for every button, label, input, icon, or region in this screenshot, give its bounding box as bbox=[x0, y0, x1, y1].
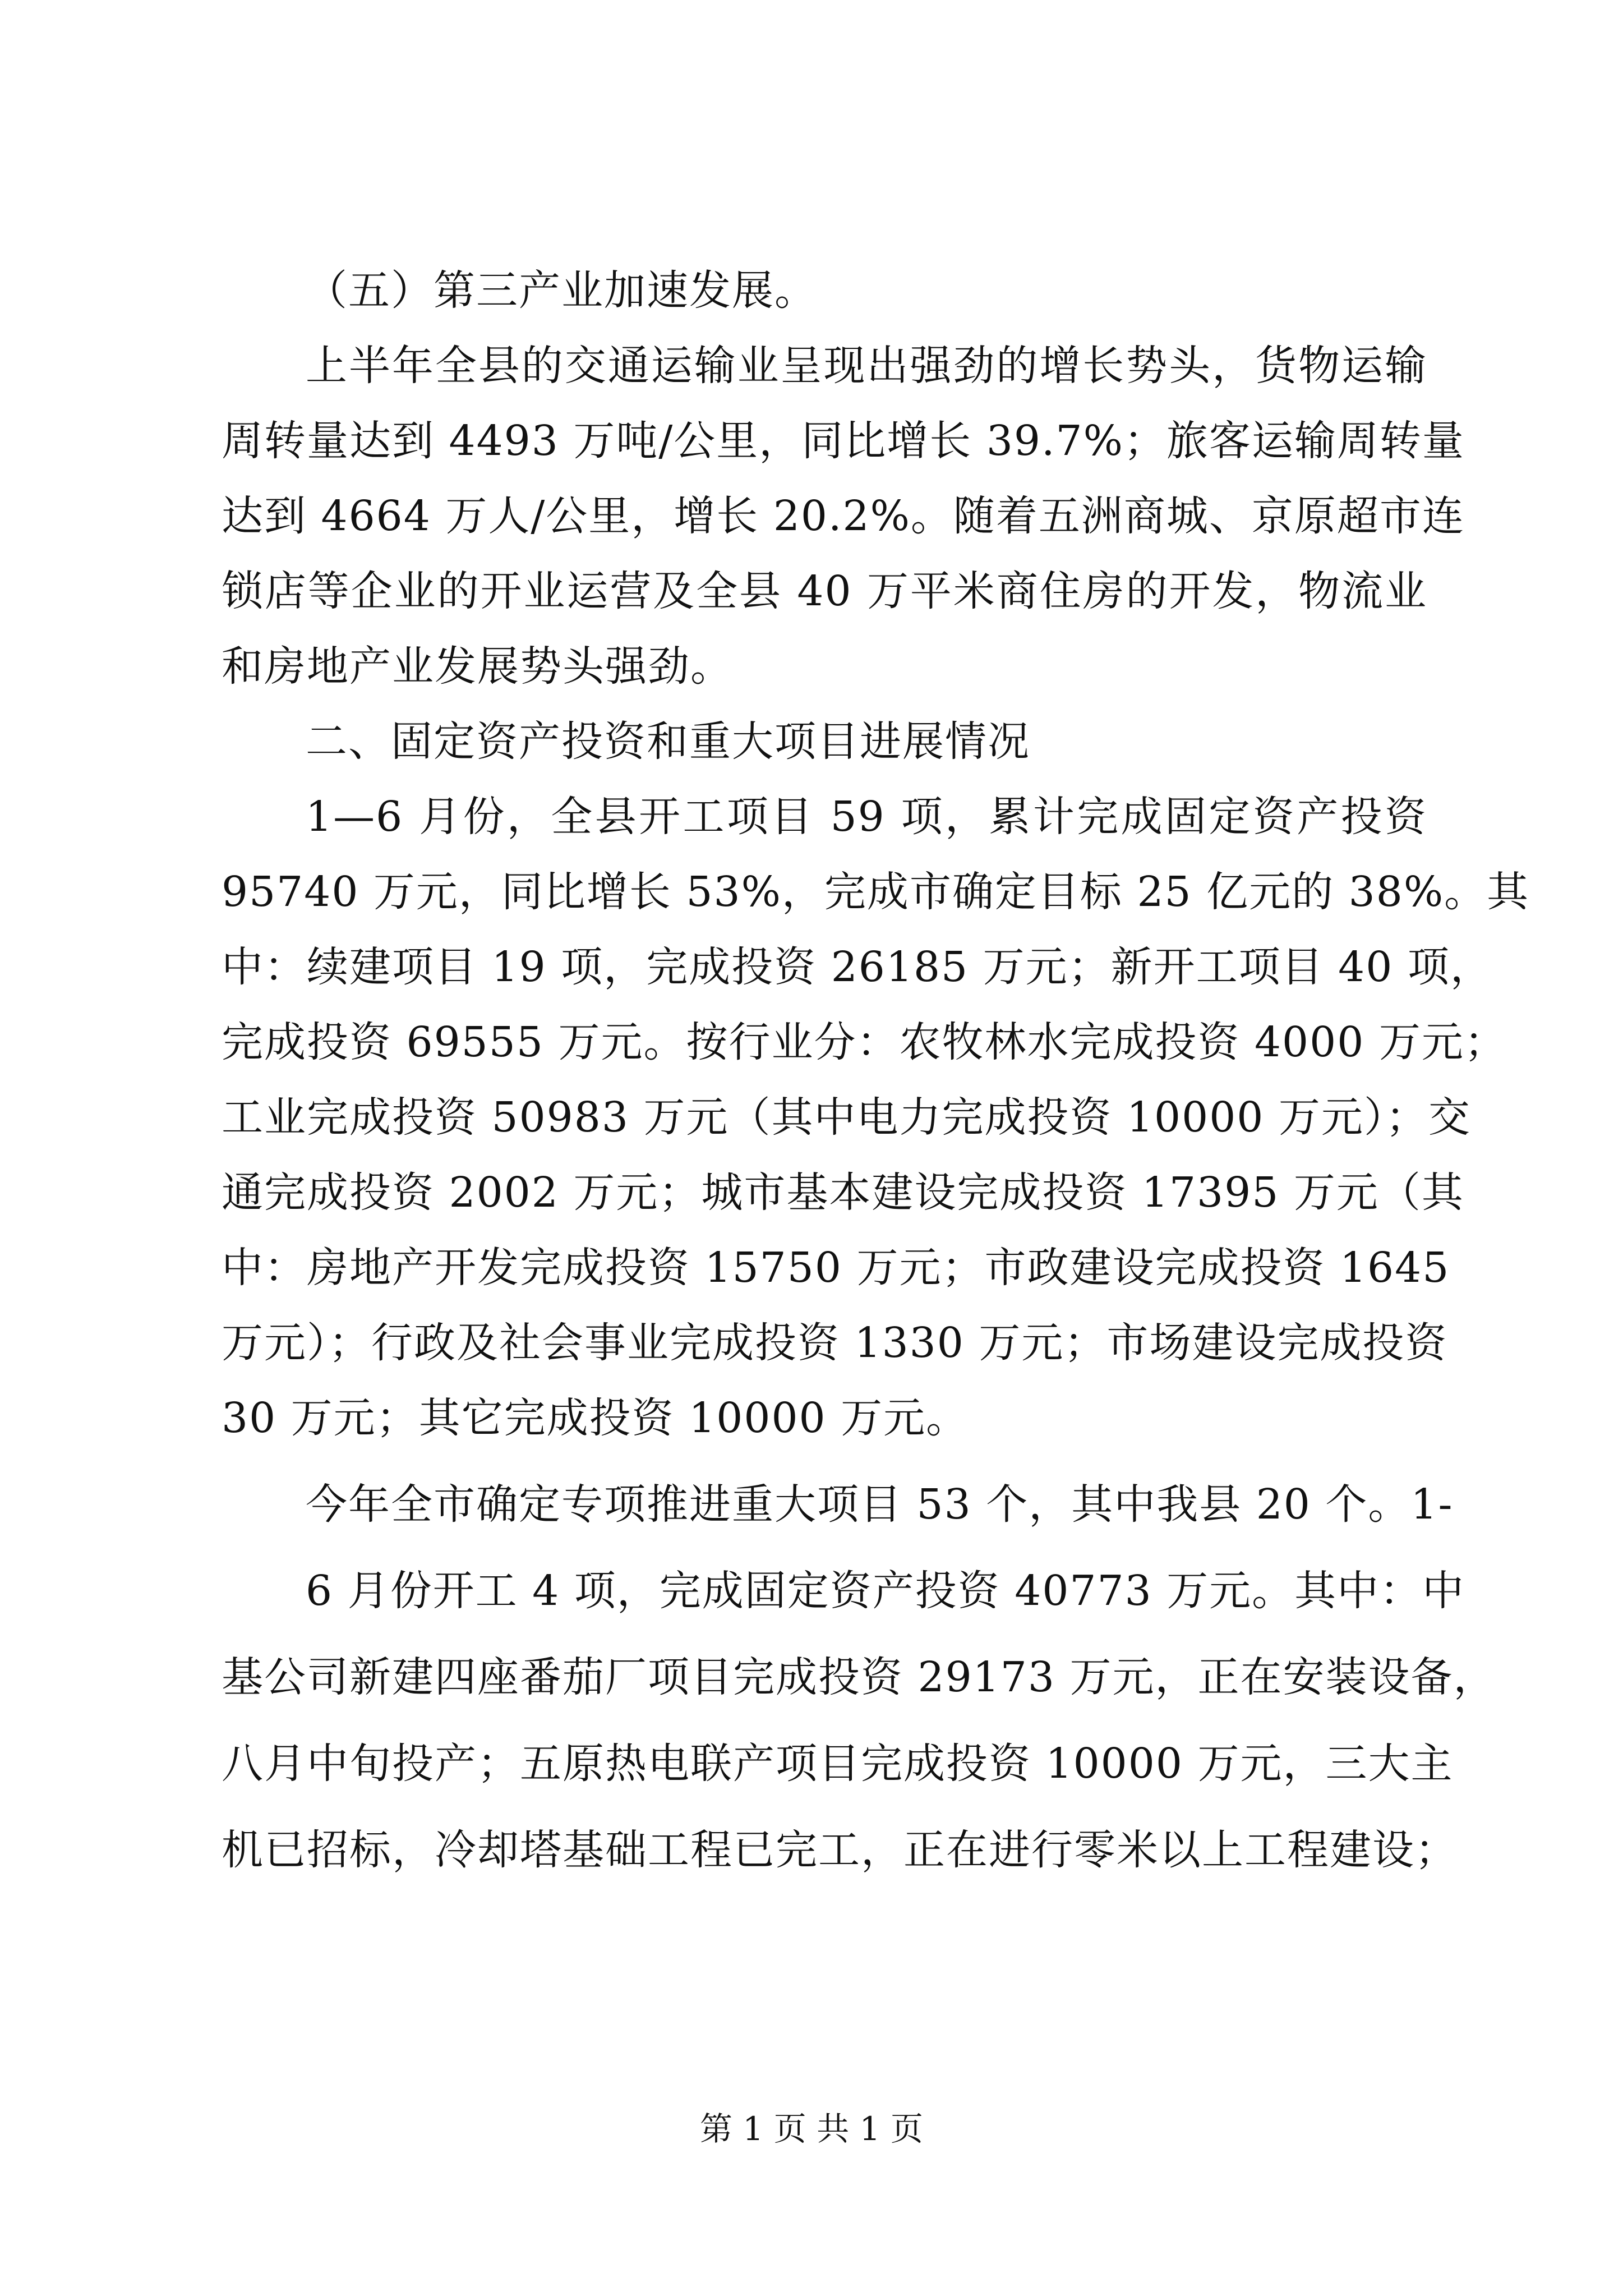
paragraph-line: 完成投资 69555 万元。按行业分：农牧林水完成投资 4000 万元； bbox=[222, 1018, 1507, 1066]
section-heading-tertiary-industry: （五）第三产业加速发展。 bbox=[306, 266, 817, 315]
paragraph-line: 达到 4664 万人/公里，增长 20.2%。随着五洲商城、京原超市连 bbox=[222, 492, 1465, 540]
paragraph-line: 八月中旬投产；五原热电联产项目完成投资 10000 万元，三大主 bbox=[222, 1740, 1454, 1788]
paragraph-line: 今年全市确定专项推进重大项目 53 个，其中我县 20 个。1- bbox=[306, 1480, 1454, 1529]
paragraph-line: 工业完成投资 50983 万元（其中电力完成投资 10000 万元）；交 bbox=[222, 1093, 1471, 1142]
paragraph-line: 周转量达到 4493 万吨/公里，同比增长 39.7%；旅客运输周转量 bbox=[222, 417, 1465, 465]
paragraph-line: 中：续建项目 19 项，完成投资 26185 万元；新开工项目 40 项， bbox=[222, 943, 1493, 991]
paragraph-line: 万元）；行政及社会事业完成投资 1330 万元；市场建设完成投资 bbox=[222, 1319, 1448, 1367]
paragraph-line: 上半年全县的交通运输业呈现出强劲的增长势头，货物运输 bbox=[306, 342, 1427, 390]
paragraph-line: 95740 万元，同比增长 53%，完成市确定目标 25 亿元的 38%。其 bbox=[222, 868, 1530, 916]
paragraph-line: 和房地产业发展势头强劲。 bbox=[222, 642, 733, 691]
paragraph-line: 中：房地产开发完成投资 15750 万元；市政建设完成投资 1645 bbox=[222, 1244, 1450, 1292]
page-footer: 第 1 页 共 1 页 bbox=[700, 2110, 923, 2148]
paragraph-line: 6 月份开工 4 项，完成固定资产投资 40773 万元。其中：中 bbox=[306, 1567, 1465, 1615]
paragraph-line: 1—6 月份，全县开工项目 59 项，累计完成固定资产投资 bbox=[306, 793, 1427, 841]
paragraph-line: 通完成投资 2002 万元；城市基本建设完成投资 17395 万元（其 bbox=[222, 1168, 1464, 1217]
section-heading-fixed-asset-investment: 二、固定资产投资和重大项目进展情况 bbox=[306, 717, 1030, 766]
paragraph-line: 机已招标，冷却塔基础工程已完工，正在进行零米以上工程建设； bbox=[222, 1826, 1458, 1874]
paragraph-line: 基公司新建四座番茄厂项目完成投资 29173 万元，正在安装设备， bbox=[222, 1653, 1496, 1701]
paragraph-line: 锁店等企业的开业运营及全县 40 万平米商住房的开发，物流业 bbox=[222, 567, 1427, 615]
paragraph-line: 30 万元；其它完成投资 10000 万元。 bbox=[222, 1394, 969, 1442]
